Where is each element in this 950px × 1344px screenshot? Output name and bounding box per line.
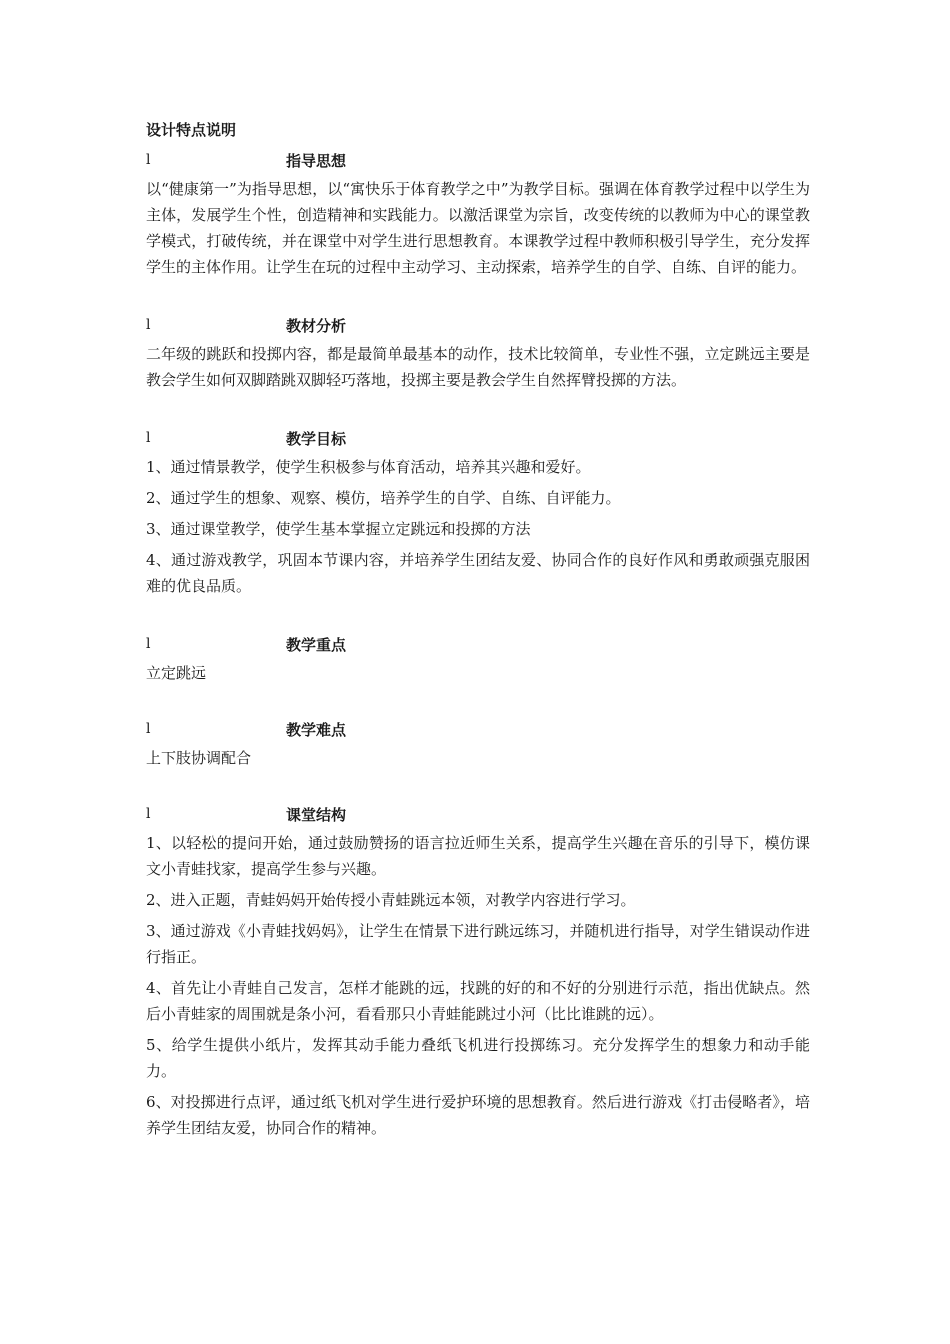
paragraph: 立定跳远: [146, 664, 207, 682]
list-item: 6、对投掷进行点评，通过纸飞机对学生进行爱护环境的思想教育。然后进行游戏《打击侵略者》，培养学生团结友爱，协同合作的精神。: [146, 1093, 810, 1137]
section-heading: [146, 148, 810, 172]
paragraph: 二年级的跳跃和投掷内容，都是最简单最基本的动作，技术比较简单，专业性不强，立定跳远主要是教会学生如何双脚踏跳双脚轻巧落地，投掷主要是教会学生自然挥臂投掷的方法。: [146, 345, 810, 389]
section-guiding-ideology: [146, 148, 810, 280]
document-page: [146, 118, 810, 1146]
section-title: 教学目标: [286, 429, 347, 448]
list-item: 4、首先让小青蛙自己发言，怎样才能跳的远，找跳的好的和不好的分别进行示范，指出优缺点。然后小青蛙家的周围就是条小河，看看那只小青蛙能跳过小河（比比谁跳的远）。: [146, 979, 810, 1023]
bullet-marker: l: [146, 430, 151, 446]
section-teaching-goals: [146, 426, 810, 599]
document-title: 设计特点说明: [146, 121, 237, 139]
list-item: 2、进入正题，青蛙妈妈开始传授小青蛙跳远本领，对教学内容进行学习。: [146, 891, 636, 909]
list-item: 3、通过课堂教学，使学生基本掌握立定跳远和投掷的方法: [146, 520, 531, 538]
section-heading: [146, 426, 810, 450]
section-heading: [146, 313, 810, 337]
paragraph: 上下肢协调配合: [146, 749, 252, 767]
bullet-marker: l: [146, 636, 151, 652]
bullet-marker: l: [146, 317, 151, 333]
list-item: 1、通过情景教学，使学生积极参与体育活动，培养其兴趣和爱好。: [146, 458, 591, 476]
section-title: 教学重点: [286, 635, 347, 654]
list-item: 2、通过学生的想象、观察、模仿，培养学生的自学、自练、自评能力。: [146, 489, 621, 507]
section-heading: [146, 717, 810, 741]
section-title: 指导思想: [286, 151, 347, 170]
section-class-structure: [146, 802, 810, 1141]
paragraph: 以“健康第一”为指导思想，以“寓快乐于体育教学之中”为教学目标。强调在体育教学过程中以学生为主体，发展学生个性，创造精神和实践能力。以激活课堂为宗旨，改变传统的以教师为中心的课堂教学模式，打破传统，并在课堂中对学生进行思想教育。本课教学过程中教师积极引导学生，充分发挥学生的主体作用。让学生在玩的过程中主动学习、主动探索，培养学生的自学、自练、自评的能力。: [146, 180, 810, 276]
list-item: 3、通过游戏《小青蛙找妈妈》，让学生在情景下进行跳远练习，并随机进行指导，对学生错误动作进行指正。: [146, 922, 810, 966]
list-item: 1、以轻松的提问开始，通过鼓励赞扬的语言拉近师生关系，提高学生兴趣在音乐的引导下，模仿课文小青蛙找家，提高学生参与兴趣。: [146, 834, 810, 878]
section-title: 教学难点: [286, 720, 347, 739]
bullet-marker: l: [146, 806, 151, 822]
section-title: 教材分析: [286, 316, 347, 335]
section-heading: [146, 802, 810, 826]
list-item: 4、通过游戏教学，巩固本节课内容，并培养学生团结友爱、协同合作的良好作风和勇敢顽强克服困难的优良品质。: [146, 551, 810, 595]
section-material-analysis: [146, 313, 810, 393]
section-teaching-difficulty: [146, 717, 810, 771]
section-title: 课堂结构: [286, 805, 347, 824]
section-teaching-key-point: [146, 632, 810, 686]
bullet-marker: l: [146, 152, 151, 168]
section-heading: [146, 632, 810, 656]
bullet-marker: l: [146, 721, 151, 737]
list-item: 5、给学生提供小纸片，发挥其动手能力叠纸飞机进行投掷练习。充分发挥学生的想象力和动手能力。: [146, 1036, 810, 1080]
